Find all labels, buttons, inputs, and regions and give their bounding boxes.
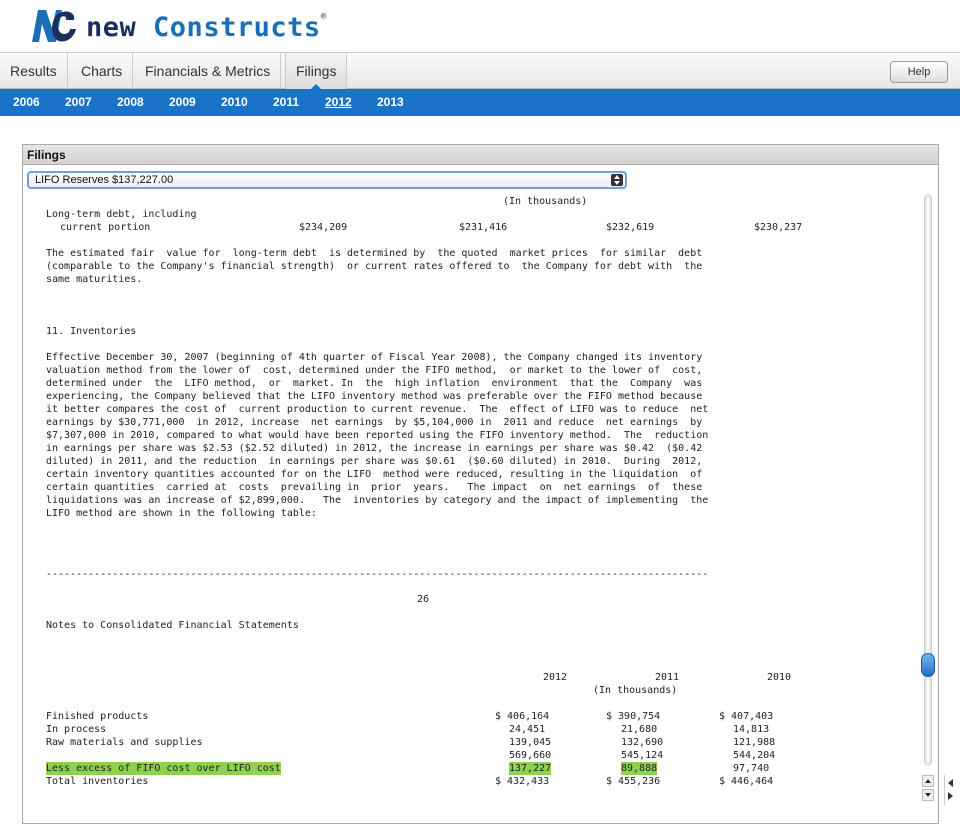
table-year-2010: 2010 <box>767 672 792 683</box>
page-separator: -------------------------------------------------------------------------------------------------------------- <box>46 569 709 580</box>
inventory-paragraph-line: liquidations was an increase of $2,899,000. The inventories by category and the impact of implementing the <box>46 495 709 506</box>
fair-value-line: The estimated fair value for long-term debt is determined by the quoted market prices for similar debt <box>46 248 703 259</box>
table-row-label: Raw materials and supplies <box>46 737 203 748</box>
table-cell: 97,740 <box>733 763 770 774</box>
table-cell: $ 432,433 <box>495 776 550 787</box>
brand-name-part2: Constructs <box>153 12 321 43</box>
year-link-2008[interactable]: 2008 <box>117 95 144 109</box>
tab-filings[interactable]: Filings <box>285 53 347 89</box>
table-cell: $ 390,754 <box>606 711 661 722</box>
table-row-label: Total inventories <box>46 776 149 787</box>
table-cell: 132,690 <box>621 737 664 748</box>
inventory-paragraph-line: experiencing, the Company believed that the LIFO inventory method was preferable over the FIFO method because <box>46 391 703 402</box>
debt-label-line2: current portion <box>60 222 151 233</box>
year-nav <box>0 89 960 116</box>
inventory-paragraph-line: $7,307,000 in 2010, compared to what would have been reported using the FIFO inventory method. The reduction <box>46 430 709 441</box>
notes-title: Notes to Consolidated Financial Statements <box>46 620 299 631</box>
in-thousands-label: (In thousands) <box>503 196 588 207</box>
highlighted-row-label: Less excess of FIFO cost over LIFO cost <box>46 763 281 774</box>
scroll-left-icon[interactable] <box>948 779 953 787</box>
inventory-paragraph-line: in earnings per share was $2.53 ($2.52 diluted) in 2012, the increase in earnings per share was $0.42 ($0.42 <box>46 443 703 454</box>
section-title: 11. Inventories <box>46 326 137 337</box>
scroll-track[interactable] <box>924 195 932 765</box>
year-link-2006[interactable]: 2006 <box>13 95 40 109</box>
table-cell: 545,124 <box>621 750 664 761</box>
panel-title: Filings <box>23 145 938 165</box>
inventory-paragraph-line: diluted) in 2011, and the reduction in earnings per share was $0.61 ($0.60 diluted) in 2010. During 2012, <box>46 456 703 467</box>
table-cell: 24,451 <box>509 724 546 735</box>
inventory-paragraph-line: certain inventory quantities accounted for on the LIFO method were reduced, resulting in the liquidation of <box>46 469 703 480</box>
table-row-label: In process <box>46 724 107 735</box>
table-cell: $ 446,464 <box>719 776 774 787</box>
page-number: 26 <box>417 594 430 605</box>
new-constructs-logo-icon <box>28 6 76 46</box>
debt-value-2: $231,416 <box>459 222 508 233</box>
horizontal-scroll-arrows[interactable] <box>944 775 958 805</box>
tab-financials-metrics[interactable]: Financials & Metrics <box>135 53 281 89</box>
filing-item-select[interactable] <box>27 171 627 189</box>
inventory-paragraph-line: LIFO method are shown in the following table: <box>46 508 317 519</box>
table-cell: 569,660 <box>509 750 552 761</box>
year-link-2012[interactable]: 2012 <box>325 95 352 109</box>
table-year-2011: 2011 <box>655 672 680 683</box>
year-link-2013[interactable]: 2013 <box>377 95 404 109</box>
select-value: LIFO Reserves $137,227.00 <box>35 174 174 186</box>
inventory-paragraph-line: it better compares the cost of current production to current revenue. The effect of LIFO was to reduce net <box>46 404 709 415</box>
fair-value-line: same maturities. <box>46 274 143 285</box>
year-link-2010[interactable]: 2010 <box>221 95 248 109</box>
brand-name <box>86 12 327 43</box>
debt-value-4: $230,237 <box>754 222 803 233</box>
brand-name-part1: new <box>86 12 137 43</box>
table-row-label: Finished products <box>46 711 149 722</box>
table-cell: 544,204 <box>733 750 776 761</box>
table-cell: $ 406,164 <box>495 711 550 722</box>
scroll-thumb[interactable] <box>921 653 935 677</box>
header <box>0 0 960 52</box>
table-cell: $ 407,403 <box>719 711 774 722</box>
year-link-2007[interactable]: 2007 <box>65 95 92 109</box>
table-year-2012: 2012 <box>543 672 568 683</box>
main-tab-bar <box>0 52 960 89</box>
help-button[interactable]: Help <box>890 61 948 83</box>
year-link-2009[interactable]: 2009 <box>169 95 196 109</box>
inventory-paragraph-line: valuation method from the lower of cost, determined under the FIFO method, or market to the lower of cost, <box>46 365 703 376</box>
tab-results[interactable]: Results <box>0 53 68 89</box>
debt-label-line1: Long-term debt, including <box>46 209 197 220</box>
tab-charts[interactable]: Charts <box>71 53 133 89</box>
scroll-up-icon[interactable] <box>922 775 934 787</box>
debt-value-1: $234,209 <box>299 222 348 233</box>
scroll-down-icon[interactable] <box>922 789 934 801</box>
inventory-paragraph-line: Effective December 30, 2007 (beginning of 4th quarter of Fiscal Year 2008), the Company changed its inventory <box>46 352 703 363</box>
table-cell: 121,988 <box>733 737 776 748</box>
highlighted-cell: 137,227 <box>509 763 552 774</box>
trademark: ® <box>320 12 327 22</box>
select-arrows-icon[interactable] <box>611 174 623 186</box>
debt-value-3: $232,619 <box>606 222 655 233</box>
inventory-paragraph-line: earnings by $30,771,000 in 2012, increase net earnings by $5,104,000 in 2011 and reduce net earnings by <box>46 417 703 428</box>
table-cell: 21,680 <box>621 724 658 735</box>
table-in-thousands: (In thousands) <box>593 685 678 696</box>
table-cell: 14,813 <box>733 724 770 735</box>
filings-panel <box>22 144 939 824</box>
fair-value-line: (comparable to the Company's financial strength) or current rates offered to the Company for debt with the <box>46 261 703 272</box>
highlighted-cell: 89,888 <box>621 763 658 774</box>
table-cell: $ 455,236 <box>606 776 661 787</box>
year-link-2011[interactable]: 2011 <box>273 95 300 109</box>
filing-document <box>23 193 920 823</box>
scroll-right-icon[interactable] <box>948 792 953 800</box>
table-cell: 139,045 <box>509 737 552 748</box>
inventory-paragraph-line: determined under the LIFO method, or market. In the high inflation environment that the Company was <box>46 378 703 389</box>
vertical-scrollbar[interactable] <box>921 195 935 805</box>
inventory-paragraph-line: certain quantities carried at costs prevailing in prior years. The impact on net earnings of these <box>46 482 703 493</box>
